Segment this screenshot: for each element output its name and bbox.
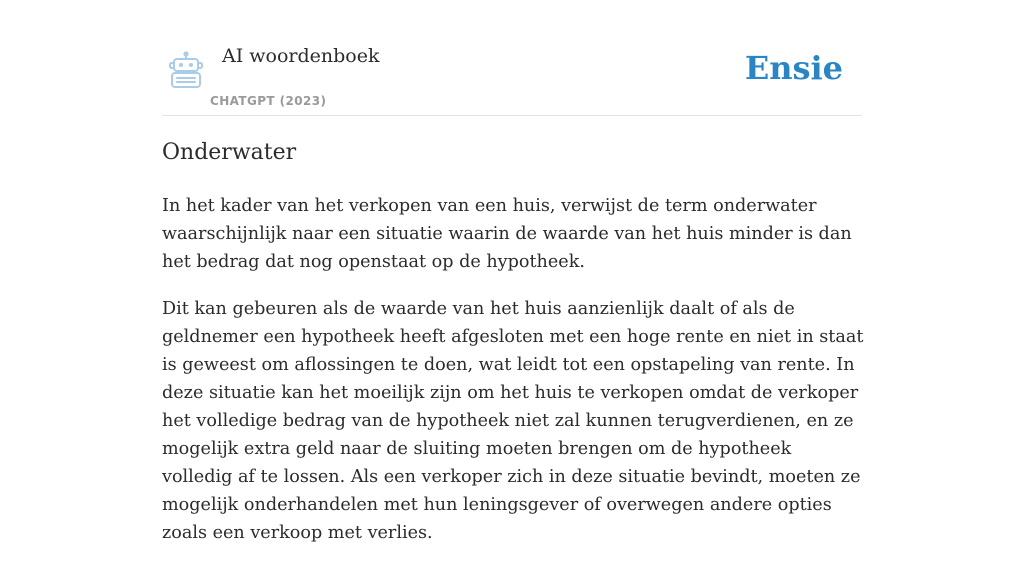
definition-card — [162, 0, 864, 543]
source-title[interactable]: AI woordenboek — [222, 45, 380, 67]
definition-paragraph: Dit kan gebeuren als de waarde van het huis aanzienlijk daalt of als de geldnemer een hypotheek heeft afgesloten met een hoge rente en niet in staat is geweest om aflossingen te doen, wat leidt tot een opstapeling van rente. In deze situatie kan het moeilijk zijn om het huis te verkopen omdat de verkoper het volledige bedrag van de hypotheek niet zal kunnen terugverdienen, en ze mogelijk extra geld naar de sluiting moeten brengen om de hypotheek volledig af te lossen. Als een verkoper zich in deze situatie bevindt, moeten ze mogelijk onderhandelen met hun leningsgever of overwegen andere opties zoals een verkoop met verlies. — [162, 299, 864, 543]
entry-term: Onderwater — [162, 140, 297, 165]
card-header — [162, 0, 862, 116]
brand-logo[interactable]: Ensie — [744, 49, 843, 87]
robot-icon — [166, 52, 206, 90]
entry-definition — [162, 192, 864, 566]
definition-paragraph: In het kader van het verkopen van een huis, verwijst de term onderwater waarschijnlijk naar een situatie waarin de waarde van het huis minder is dan het bedrag dat nog openstaat op de hypotheek. — [162, 196, 852, 272]
source-meta: CHATGPT (2023) — [210, 94, 327, 108]
